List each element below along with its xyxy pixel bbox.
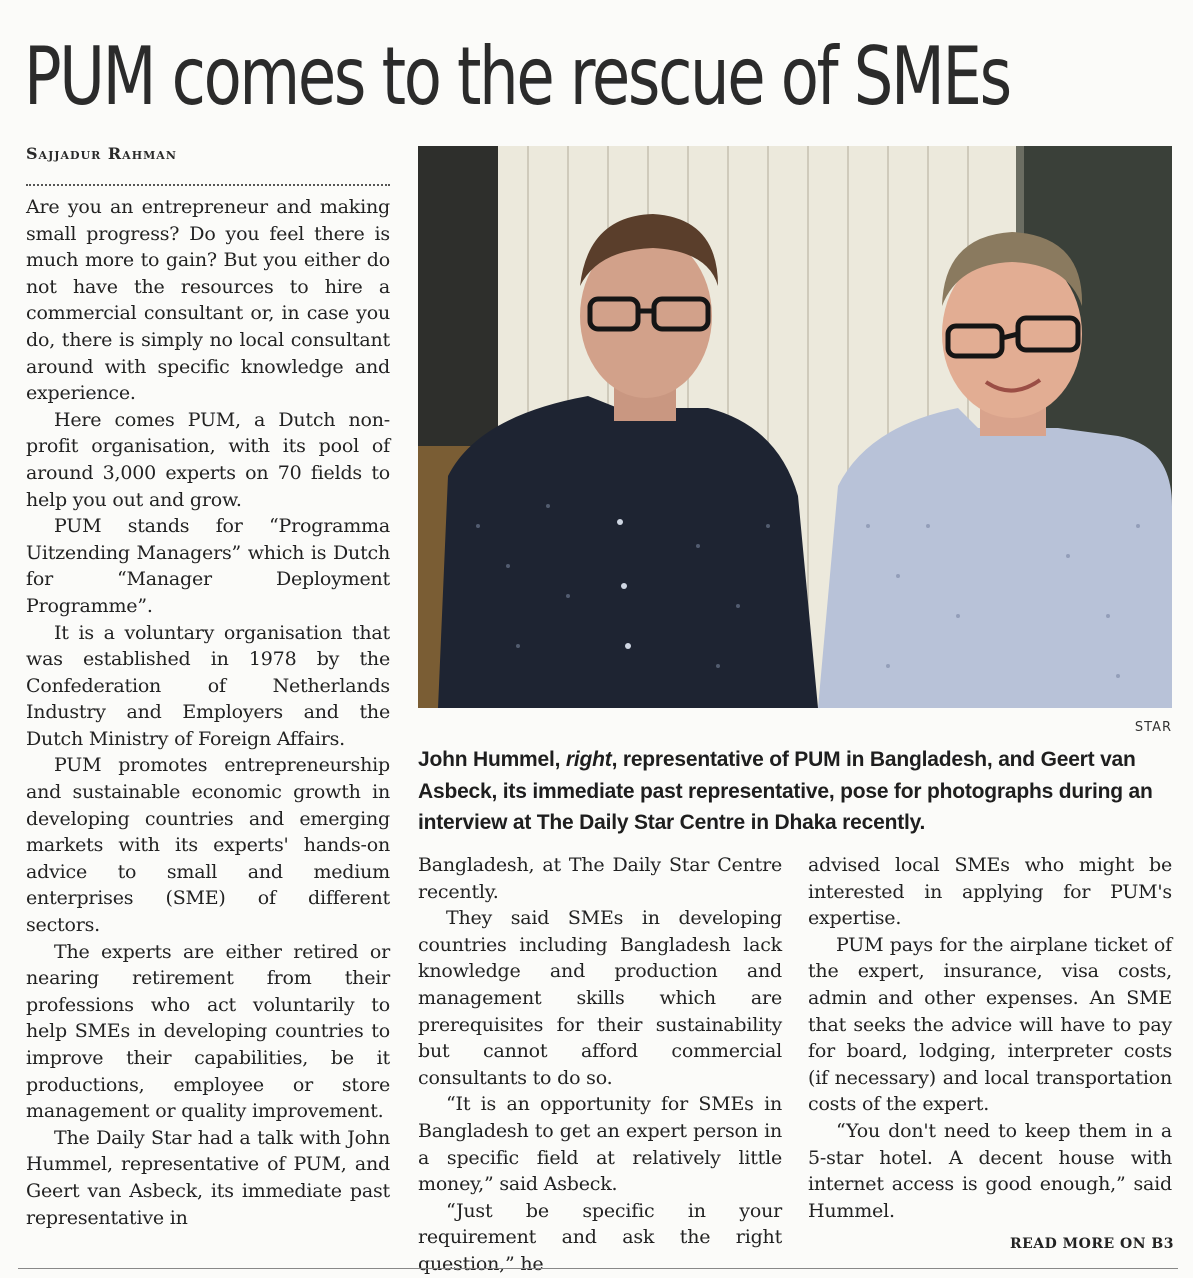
paragraph: “It is an opportunity for SMEs in Bangladesh to get an expert person in a specific field at relatively little money,” said Asbeck.: [418, 1093, 782, 1196]
paragraph: They said SMEs in developing countries including Bangladesh lack knowledge and production and management skills which are prerequisites for their sustainability but cannot afford commercial consultants to do so.: [418, 907, 782, 1089]
paragraph: Are you an entrepreneur and making small progress? Do you feel there is much more to gain? But you either do not have the resources to hire a commercial consultant or, in case you do, there is simply no local consultant around with specific knowledge and experience.: [26, 196, 390, 405]
paragraph: “You don't need to keep them in a 5-star hotel. A decent house with internet access is good enough,” said Hummel.: [808, 1119, 1172, 1222]
bottom-divider: [18, 1268, 1178, 1269]
paragraph: It is a voluntary organisation that was established in 1978 by the Confederation of Netherlands Industry and Employers and the Dutch Ministry of Foreign Affairs.: [26, 621, 390, 750]
paragraph: advised local SMEs who might be interested in applying for PUM's expertise.: [808, 854, 1172, 930]
paragraph: PUM stands for “Programma Uitzending Managers” which is Dutch for “Manager Deployment Programme”.: [26, 515, 390, 617]
article-column-2: [418, 852, 782, 1278]
paragraph: The experts are either retired or nearing retirement from their professions who act voluntarily to help SMEs in developing countries to improve their capabilities, be it productions, employee or store management or quality improvement.: [26, 940, 390, 1123]
paragraph: The Daily Star had a talk with John Hummel, representative of PUM, and Geert van Asbeck, its immediate past representative in: [26, 1126, 390, 1229]
read-more-link[interactable]: READ MORE ON B3: [1010, 1236, 1174, 1252]
photo-credit: STAR: [1134, 720, 1172, 735]
paragraph: “Just be specific in your requirement and ask the right question,” he: [418, 1199, 782, 1275]
paragraph: PUM promotes entrepreneurship and sustainable economic growth in developing countries and emerging markets with its experts' hands-on advice to small and medium enterprises (SME) of different sectors.: [26, 754, 390, 937]
article-column-1: [26, 194, 390, 1231]
headline: PUM comes to the rescue of SMEs: [24, 30, 1010, 123]
paragraph: Here comes PUM, a Dutch non-profit organisation, with its pool of around 3,000 experts on 70 fields to help you out and grow.: [26, 408, 390, 511]
caption-emphasis: right: [565, 748, 612, 771]
paragraph: PUM pays for the airplane ticket of the expert, insurance, visa costs, admin and other expenses. An SME that seeks the advice will have to pay for board, lodging, interpreter costs (if necessary) and local transportation costs of the expert.: [808, 933, 1172, 1116]
photo-caption: [418, 744, 1178, 839]
article-column-3: [808, 852, 1172, 1224]
paragraph: Bangladesh, at The Daily Star Centre recently.: [418, 854, 782, 903]
caption-text: John Hummel,: [418, 748, 566, 771]
byline: Sajjadur Rahman: [26, 144, 177, 163]
article-photo: [418, 146, 1172, 708]
byline-divider: [26, 184, 390, 186]
caption-text: , representative of PUM in Bangladesh, and Geert van Asbeck, its immediate past representative, pose for photographs during an interview at The Daily Star Centre in Dhaka recently.: [418, 748, 1153, 834]
photo-illustration: [418, 146, 1172, 708]
